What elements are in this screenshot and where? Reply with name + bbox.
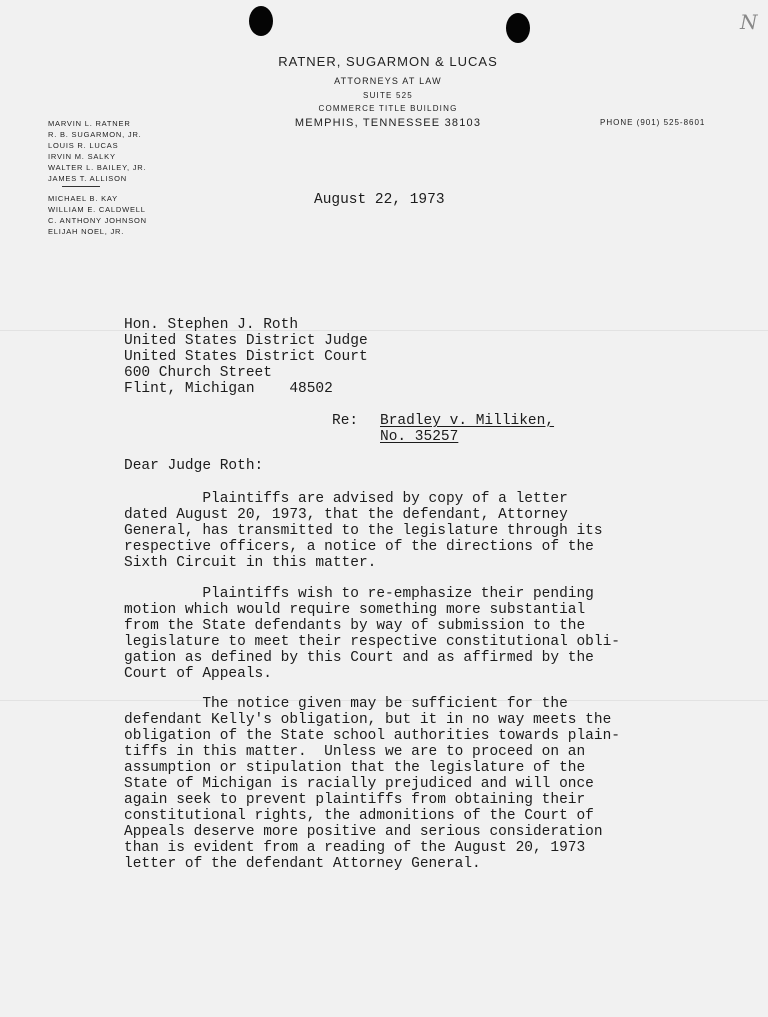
re-case: [380, 413, 554, 445]
text-line: Plaintiffs are advised by copy of a letter: [124, 491, 568, 507]
partner-name: JAMES T. ALLISON: [48, 174, 127, 183]
salutation: Dear Judge Roth:: [124, 458, 264, 474]
text-line: dated August 20, 1973, that the defendant, Attorney: [124, 507, 568, 523]
partner-name: MARVIN L. RATNER: [48, 119, 131, 128]
text-line: tiffs in this matter. Unless we are to proceed on an: [124, 744, 586, 760]
punch-hole-right: [506, 13, 530, 43]
firm-name: RATNER, SUGARMON & LUCAS: [278, 54, 498, 69]
address-line: Hon. Stephen J. Roth: [124, 317, 299, 333]
case-number: No. 35257: [380, 429, 459, 445]
body-paragraph-1: [124, 491, 603, 571]
city-line: MEMPHIS, TENNESSEE 38103: [294, 117, 482, 129]
text-line: again seek to prevent plaintiffs from obtaining their: [124, 792, 586, 808]
associates-list: [48, 193, 147, 237]
address-line: United States District Court: [124, 349, 368, 365]
handwritten-mark: N: [740, 10, 758, 34]
text-line: The notice given may be sufficient for the: [124, 696, 568, 712]
text-line: Plaintiffs wish to re-emphasize their pending: [124, 586, 594, 602]
associate-name: MICHAEL B. KAY: [48, 194, 118, 203]
divider: [62, 186, 100, 187]
re-label: Re:: [332, 413, 359, 429]
partner-name: LOUIS R. LUCAS: [48, 141, 119, 150]
partner-name: R. B. SUGARMON, JR.: [48, 130, 142, 139]
text-line: respective officers, a notice of the directions of the: [124, 539, 594, 555]
text-line: Sixth Circuit in this matter.: [124, 555, 377, 571]
partners-list: [48, 118, 146, 184]
text-line: obligation of the State school authorities towards plain-: [124, 728, 620, 744]
case-name: Bradley v. Milliken,: [380, 413, 555, 429]
letter-date: August 22, 1973: [314, 192, 445, 208]
associate-name: WILLIAM E. CALDWELL: [48, 205, 146, 214]
text-line: assumption or stipulation that the legislature of the: [124, 760, 586, 776]
building-line: COMMERCE TITLE BUILDING: [318, 104, 458, 113]
associate-name: ELIJAH NOEL, JR.: [48, 227, 125, 236]
text-line: gation as defined by this Court and as affirmed by the: [124, 650, 594, 666]
address-line: United States District Judge: [124, 333, 368, 349]
body-paragraph-3: [124, 696, 620, 872]
text-line: Appeals deserve more positive and serious consideration: [124, 824, 603, 840]
text-line: General, has transmitted to the legislature through its: [124, 523, 603, 539]
body-paragraph-2: [124, 586, 620, 682]
recipient-address: [124, 317, 368, 397]
fold-crease: [0, 330, 768, 331]
suite-line: SUITE 525: [363, 91, 413, 100]
text-line: than is evident from a reading of the August 20, 1973: [124, 840, 586, 856]
text-line: letter of the defendant Attorney General.: [124, 856, 481, 872]
text-line: motion which would require something more substantial: [124, 602, 586, 618]
text-line: constitutional rights, the admonitions of the Court of: [124, 808, 594, 824]
text-line: State of Michigan is racially prejudiced and will once: [124, 776, 594, 792]
associate-name: C. ANTHONY JOHNSON: [48, 216, 147, 225]
partner-name: WALTER L. BAILEY, JR.: [48, 163, 147, 172]
text-line: legislature to meet their respective constitutional obli-: [124, 634, 620, 650]
partner-name: IRVIN M. SALKY: [48, 152, 116, 161]
attorneys-line: ATTORNEYS AT LAW: [334, 76, 442, 86]
text-line: Court of Appeals.: [124, 666, 272, 682]
text-line: defendant Kelly's obligation, but it in no way meets the: [124, 712, 612, 728]
punch-hole-left: [249, 6, 273, 36]
text-line: from the State defendants by way of submission to the: [124, 618, 586, 634]
address-line: 600 Church Street: [124, 365, 272, 381]
address-line: Flint, Michigan 48502: [124, 381, 333, 397]
phone-number: PHONE (901) 525-8601: [600, 118, 706, 127]
